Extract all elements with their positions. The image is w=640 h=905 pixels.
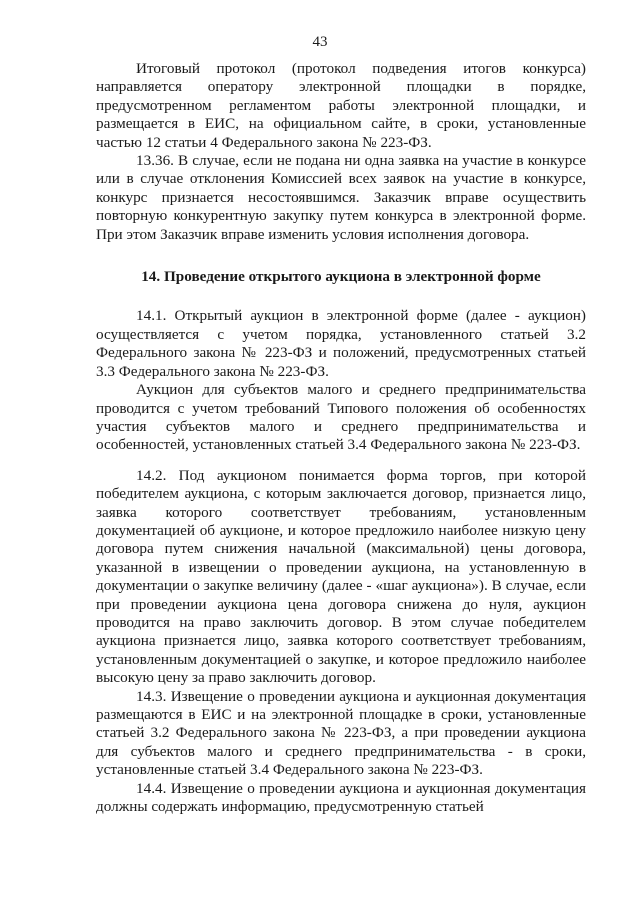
paragraph-final-protocol: Итоговый протокол (протокол подведения итогов конкурса) направляется оператору электронной площадки в порядке, предусмотренном регламентом работы электронной площадки, и размещается в ЕИС, на официальном сайте, в сроки, установленные частью 12 статьи 4 Федерального закона № 223-ФЗ. bbox=[96, 60, 586, 151]
paragraph-14-3: 14.3. Извещение о проведении аукциона и аукционная документация размещаются в ЕИС и на электронной площадке в сроки, установленные статьей 3.2 Федерального закона № 223-ФЗ, а при проведении аукциона для субъектов малого и среднего предпринимательства - в сроки, установленные статьей 3.4 Федерального закона № 223-ФЗ. bbox=[96, 687, 586, 779]
paragraph-14-2: 14.2. Под аукционом понимается форма торгов, при которой победителем аукциона, с которым заключается договор, признается лицо, заявка которого соответствует требованиям, установленным документацией об аукционе, и которое предложило наиболее низкую цену договора путем снижения начальной (максимальной) цены договора, указанной в извещении о проведении аукциона, на установленную в документации о закупке величину (далее - «шаг аукциона»). В случае, если при проведении аукциона цена договора снижена до нуля, аукцион проводится на право заключить договор. В этом случае победителем аукциона признается лицо, заявка которого соответствует требованиям, установленным документацией о закупке, и которое предложило наиболее высокую цену за право заключить договор. bbox=[96, 466, 586, 687]
paragraph-14-4: 14.4. Извещение о проведении аукциона и аукционная документация должны содержать информацию, предусмотренную статьей bbox=[96, 779, 586, 816]
page-number: 43 bbox=[312, 34, 328, 50]
paragraph-14-1: 14.1. Открытый аукцион в электронной форме (далее - аукцион) осуществляется с учетом порядка, установленного статьей 3.2 Федерального закона № 223-ФЗ и положений, предусмотренных статьей 3.3 Федерального закона № 223-ФЗ. bbox=[96, 307, 586, 380]
section-heading-14: 14. Проведение открытого аукциона в электронной форме bbox=[141, 268, 541, 286]
paragraph-sme-auction: Аукцион для субъектов малого и среднего предпринимательства проводится с учетом требований Типового положения об особенностях участия субъектов малого и среднего предпринимательства и особенностей, установленных статьей 3.4 Федерального закона № 223-ФЗ. bbox=[96, 381, 586, 454]
page-content bbox=[96, 60, 586, 816]
paragraph-13-36: 13.36. В случае, если не подана ни одна заявка на участие в конкурсе или в случае отклонения Комиссией всех заявок на участие в конкурсе, конкурс признается несостоявшимся. Заказчик вправе осуществить повторную конкурентную закупку путем конкурса в электронной форме. При этом Заказчик вправе изменить условия исполнения договора. bbox=[96, 152, 586, 243]
